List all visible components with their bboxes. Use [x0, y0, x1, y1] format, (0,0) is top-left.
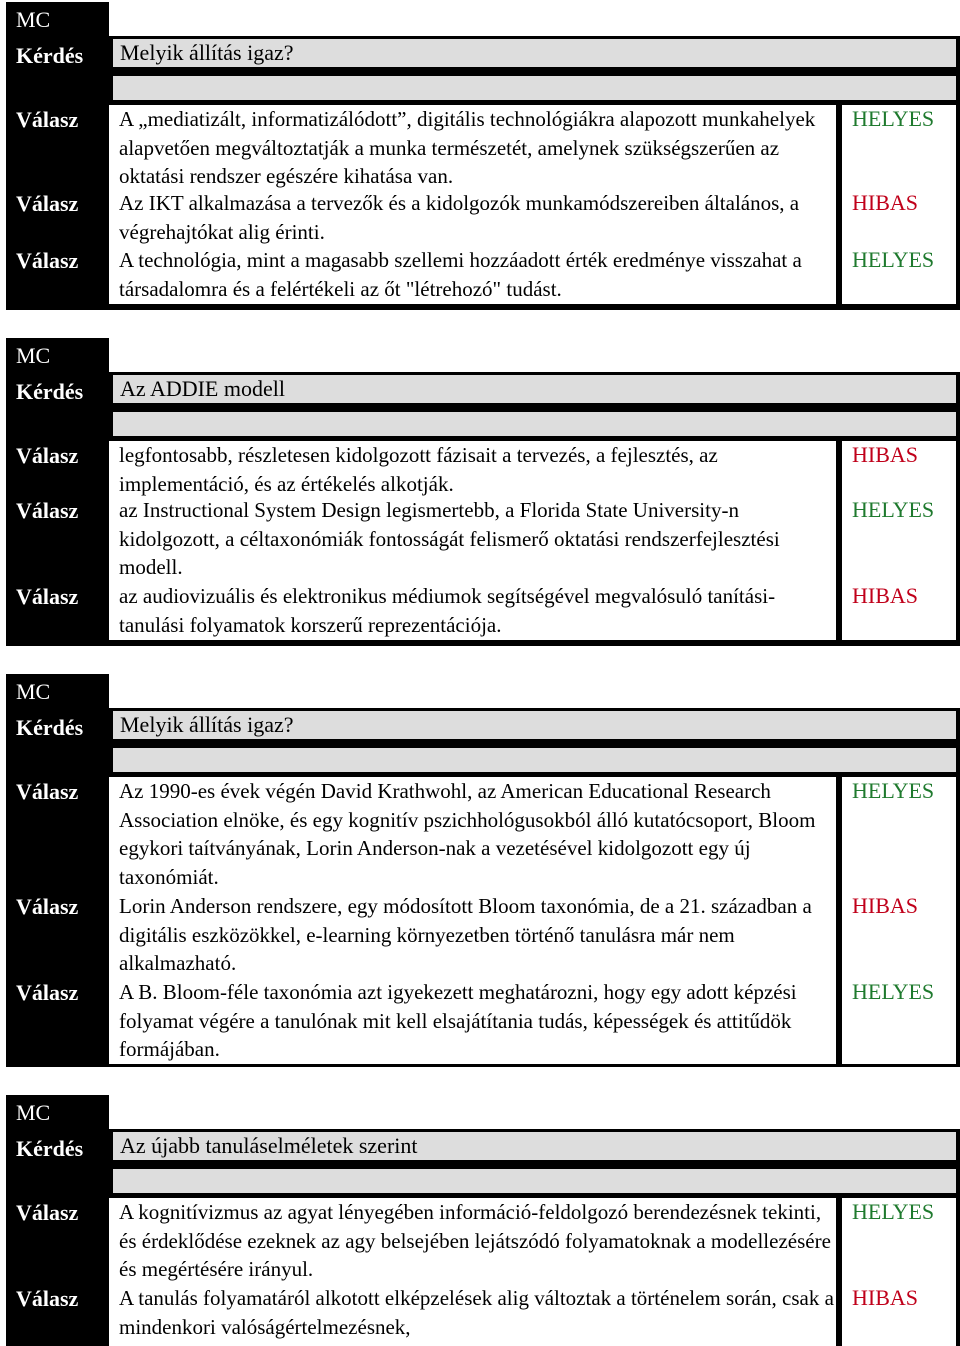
question-text: Az ADDIE modell: [113, 375, 956, 403]
answers-table: [6, 1195, 960, 1346]
answer-label: Válasz: [16, 1200, 79, 1225]
question-separator: [109, 745, 960, 775]
answer-label: Válasz: [16, 980, 79, 1005]
answer-result: HELYES: [842, 978, 956, 1064]
answer-text: A technológia, mint a magasabb szellemi hozzáadott érték eredménye visszahat a társadalomra és a felértékeli az őt "létrehozó" tudást.: [109, 246, 836, 304]
answer-row: [6, 1195, 960, 1284]
answer-label: Válasz: [16, 443, 79, 468]
answer-text: Lorin Anderson rendszere, egy módosított Bloom taxonómia, de a 21. században a digitális eszközökkel, e-learning környezetben történő tanulásra már nem alkalmazható.: [109, 892, 836, 978]
question-label: Kérdés: [6, 40, 109, 73]
answer-result: HELYES: [842, 246, 956, 304]
question-separator: [109, 73, 960, 103]
answer-text: legfontosabb, részletesen kidolgozott fázisait a tervezés, a fejlesztés, az implementáció, és az értékelés alkotják.: [109, 441, 836, 496]
answers-table: [6, 438, 960, 646]
question-cell: [109, 372, 960, 409]
answer-row: [6, 102, 960, 189]
answer-result: HELYES: [842, 777, 956, 892]
mc-label: MC: [6, 674, 109, 712]
answer-row: [6, 892, 960, 978]
answer-label: Válasz: [16, 894, 79, 919]
answer-result: HIBAS: [842, 189, 956, 246]
answer-text: az audiovizuális és elektronikus médiumok segítségével megvalósuló tanítási-tanulási folyamatok korszerű reprezentációja.: [109, 582, 836, 640]
answer-row: [6, 246, 960, 307]
question-cell: [109, 708, 960, 745]
answer-label: Válasz: [16, 248, 79, 273]
question-text: Melyik állítás igaz?: [113, 39, 956, 67]
mc-label: MC: [6, 2, 109, 40]
answer-label: Válasz: [16, 107, 79, 132]
answer-row: [6, 438, 960, 496]
question-label: Kérdés: [6, 1133, 109, 1166]
answers-table: [6, 774, 960, 1067]
answer-text: Az IKT alkalmazása a tervezők és a kidolgozók munkamódszereiben általános, a végrehajtókat alig érinti.: [109, 189, 836, 246]
answer-text: az Instructional System Design legismertebb, a Florida State University-n kidolgozott, a céltaxonómiák fontosságát felismerő oktatási rendszerfejlesztési modell.: [109, 496, 836, 582]
mc-label: MC: [6, 338, 109, 376]
question-text: Az újabb tanuláselméletek szerint: [113, 1132, 956, 1160]
answer-text: Az 1990-es évek végén David Krathwohl, az American Educational Research Association elnöke, és egy kognitív pszichhológusokból álló kutatócsoport, Bloom egykori taítványának, Lorin Anderson-nak a vezetésével kidolgozott egy új taxonómiát.: [109, 777, 836, 892]
answer-text: A B. Bloom-féle taxonómia azt igyekezett meghatározni, hogy egy adott képzési folyamat végére a tanulónak mit kell elsajátítania tudás, képességek és attitűdök formájában.: [109, 978, 836, 1064]
answer-label: Válasz: [16, 498, 79, 523]
answer-result: HELYES: [842, 496, 956, 582]
answer-row: [6, 582, 960, 643]
answers-table: [6, 102, 960, 310]
answer-row: [6, 189, 960, 246]
question-separator: [109, 1166, 960, 1196]
question-separator: [109, 409, 960, 439]
answer-result: HIBAS: [842, 582, 956, 640]
question-text: Melyik állítás igaz?: [113, 711, 956, 739]
answer-row: [6, 496, 960, 582]
question-cell: [109, 1129, 960, 1166]
question-label: Kérdés: [6, 712, 109, 745]
question-label: Kérdés: [6, 376, 109, 409]
answer-row: [6, 774, 960, 892]
answer-label: Válasz: [16, 191, 79, 216]
answer-text: A kognitívizmus az agyat lényegében információ-feldolgozó berendezésnek tekinti, és érdeklődése ezeknek az agy belsejében lejátszódó folyamatoknak a modellezésére és megértésére irányul.: [109, 1198, 836, 1284]
answer-label: Válasz: [16, 1286, 79, 1311]
answer-label: Válasz: [16, 584, 79, 609]
answer-result: HIBAS: [842, 1284, 956, 1346]
answer-result: HELYES: [842, 1198, 956, 1284]
question-cell: [109, 36, 960, 73]
mc-label: MC: [6, 1095, 109, 1133]
answer-result: HIBAS: [842, 441, 956, 496]
answer-label: Válasz: [16, 779, 79, 804]
answer-row: [6, 978, 960, 1067]
answer-row: [6, 1284, 960, 1346]
answer-result: HIBAS: [842, 892, 956, 978]
answer-text: A „mediatizált, informatizálódott”, digitális technológiákra alapozott munkahelyek alapvetően megváltoztatják a munka természetét, amelynek szükségszerűen az oktatási rendszer egészére kihatása van.: [109, 105, 836, 189]
answer-text: A tanulás folyamatáról alkotott elképzelések alig változtak a történelem során, csak a mindenkori valóságértelmezésnek,: [109, 1284, 836, 1346]
answer-result: HELYES: [842, 105, 956, 189]
